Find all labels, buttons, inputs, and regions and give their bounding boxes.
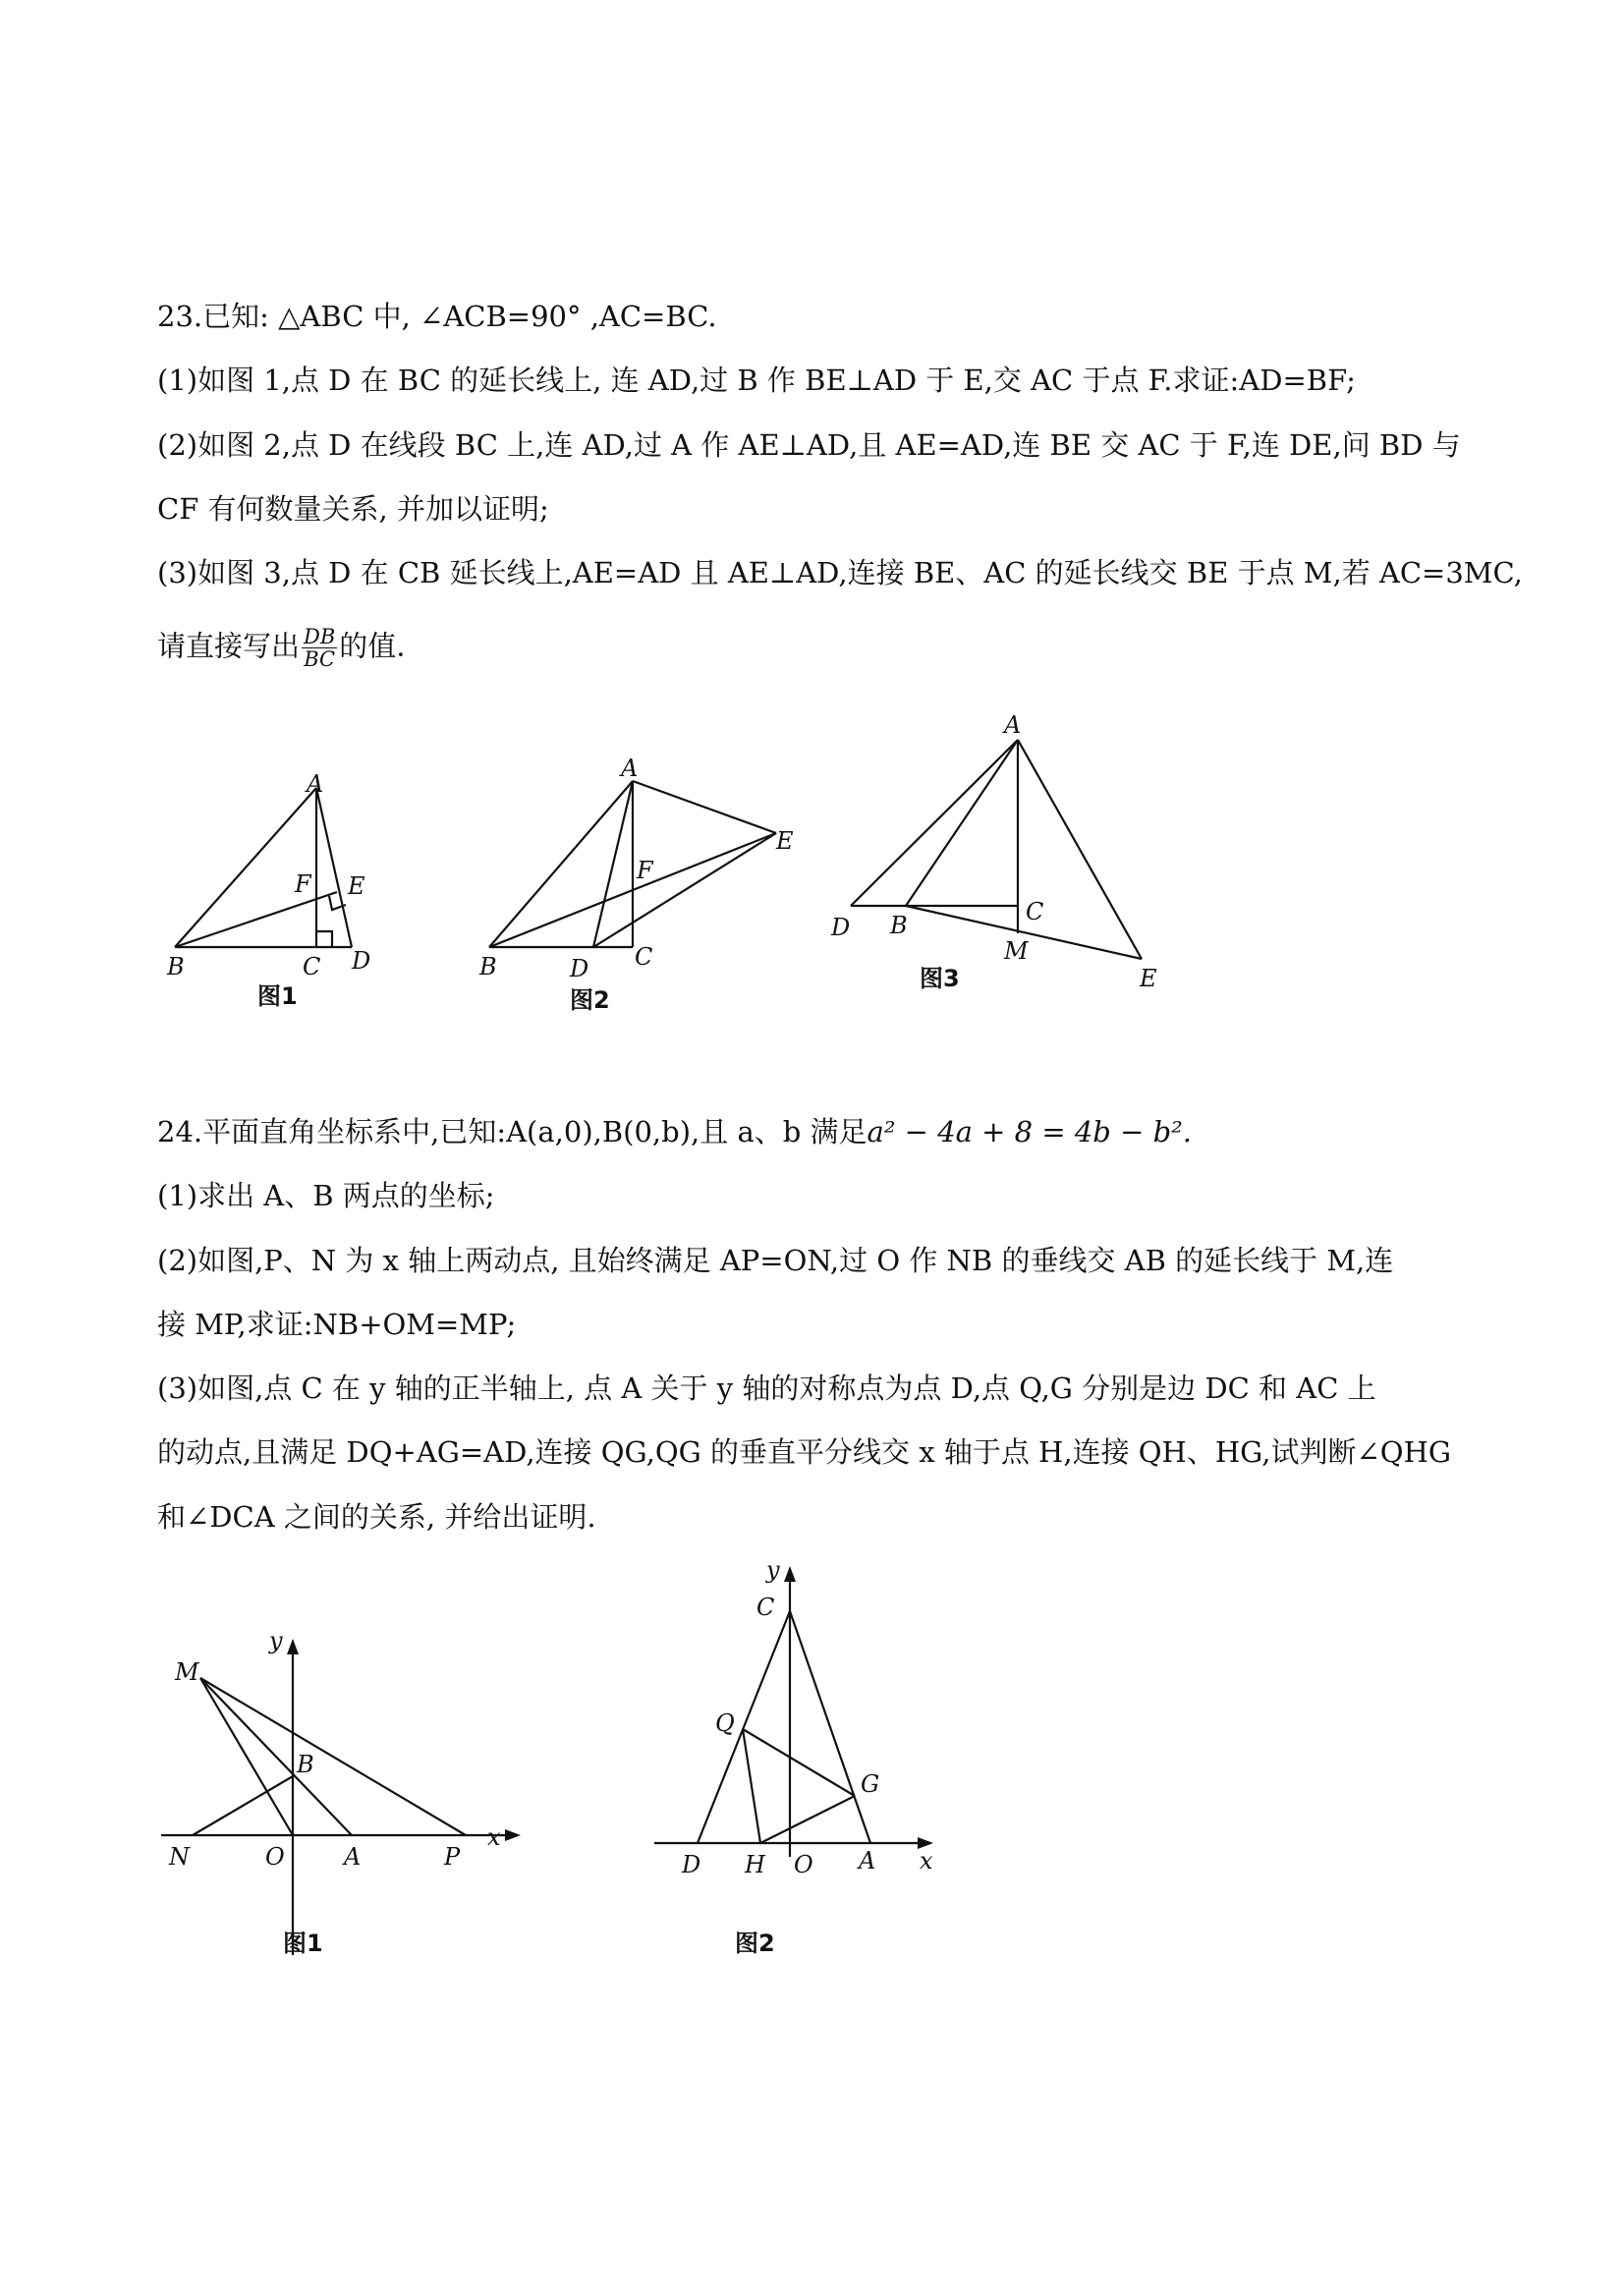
q23-fig1-label-e: E (348, 872, 365, 900)
q24-fig1-label-o: O (265, 1843, 285, 1871)
q23-line6-pre: 请直接写出 (157, 629, 301, 663)
q23-fig1-label-b: B (167, 953, 185, 980)
q24-fig2-label-d: D (682, 1851, 701, 1878)
q23-fig1-label-c: C (303, 953, 321, 980)
q23-line3: (2)如图 2,点 D 在线段 BC 上,连 AD,过 A 作 AE⊥AD,且 AE=AD,连 BE 交 AC 于 F,连 DE,问 BD 与 (157, 428, 1461, 462)
q23-fig2-label-b: B (479, 953, 497, 980)
q24-fig2-axes (654, 1566, 933, 1857)
q24-line3: (2)如图,P、N 为 x 轴上两动点, 且始终满足 AP=ON,过 O 作 NB 的垂线交 AB 的延长线于 M,连 (157, 1244, 1394, 1277)
q23-fig3-label-e: E (1140, 965, 1157, 992)
q23-line1: 23.已知: △ABC 中, ∠ACB=90° ,AC=BC. (157, 300, 717, 333)
q23-fig1-caption: 图1 (257, 982, 298, 1010)
q23-line5: (3)如图 3,点 D 在 CB 延长线上,AE=AD 且 AE⊥AD,连接 BE、AC 的延长线交 BE 于点 M,若 AC=3MC, (157, 556, 1523, 589)
q24-fig1-caption: 图1 (283, 1930, 323, 1957)
q23-line2: (1)如图 1,点 D 在 BC 的延长线上, 连 AD,过 B 作 BE⊥AD 于 E,交 AC 于点 F.求证:AD=BF; (157, 364, 1356, 397)
q23-fig2-label-a: A (621, 755, 639, 782)
q23-fig1-label-a: A (307, 770, 324, 798)
q23-fig1-label-d: D (352, 947, 371, 975)
q24-fig2-label-q: Q (715, 1709, 735, 1737)
q24-fig2-label-h: H (745, 1851, 765, 1878)
q24-fig1-label-p: P (444, 1843, 461, 1871)
q24-fig2-label-c: C (756, 1594, 775, 1621)
q23-fig2-label-f: F (637, 857, 653, 884)
q24-line7: 和∠DCA 之间的关系, 并给出证明. (157, 1500, 596, 1534)
q23-fig3-label-c: C (1026, 898, 1044, 925)
q24-fig2-label-x: x (920, 1847, 933, 1875)
fraction-numerator: DB (304, 625, 336, 648)
q24-fig2-label-a: A (859, 1847, 876, 1875)
q24-fig2-label-g: G (861, 1770, 880, 1798)
fraction-denominator: BC (304, 647, 336, 671)
q24-fig2-label-o: O (794, 1851, 813, 1878)
q24-line6: 的动点,且满足 DQ+AG=AD,连接 QG,QG 的垂直平分线交 x 轴于点 H,连接 QH、HG,试判断∠QHG (157, 1435, 1452, 1469)
q24-fig1-label-b: B (297, 1751, 314, 1778)
q23-fig2-label-e: E (776, 827, 794, 855)
q23-fig1-label-f: F (295, 870, 311, 898)
q24-fig1-label-m: M (175, 1658, 199, 1686)
q24-fig1-label-n: N (169, 1843, 190, 1871)
q24-fig1-label-a: A (344, 1843, 362, 1871)
q24-line4: 接 MP,求证:NB+OM=MP; (157, 1308, 517, 1341)
q24-line5: (3)如图,点 C 在 y 轴的正半轴上, 点 A 关于 y 轴的对称点为点 D,点 Q,G 分别是边 DC 和 AC 上 (157, 1372, 1376, 1405)
q23-line6-post: 的值. (339, 629, 406, 663)
q23-fig3-label-a: A (1004, 711, 1022, 739)
q24-fig1-label-x: x (487, 1823, 501, 1851)
q23-fig2-caption: 图2 (570, 986, 610, 1014)
q24-equation: a² − 4a + 8 = 4b − b². (867, 1115, 1193, 1148)
q24-line1-pre: 24.平面直角坐标系中,已知:A(a,0),B(0,b),且 a、b 满足 (157, 1115, 867, 1148)
q24-line2: (1)求出 A、B 两点的坐标; (157, 1179, 495, 1212)
q23-fig3-label-d: D (831, 914, 851, 941)
q23-fig3-label-b: B (890, 912, 908, 939)
q24-fig1-label-y: y (269, 1627, 283, 1654)
q23-fig3-label-m: M (1004, 937, 1029, 965)
q23-line4: CF 有何数量关系, 并加以证明; (157, 492, 549, 526)
q24-fig2-caption: 图2 (735, 1930, 775, 1957)
q23-fig2-label-d: D (570, 955, 589, 982)
q23-fig3-caption: 图3 (920, 965, 960, 992)
q24-fig2-label-y: y (766, 1556, 780, 1584)
q23-fig2-label-c: C (635, 943, 653, 971)
